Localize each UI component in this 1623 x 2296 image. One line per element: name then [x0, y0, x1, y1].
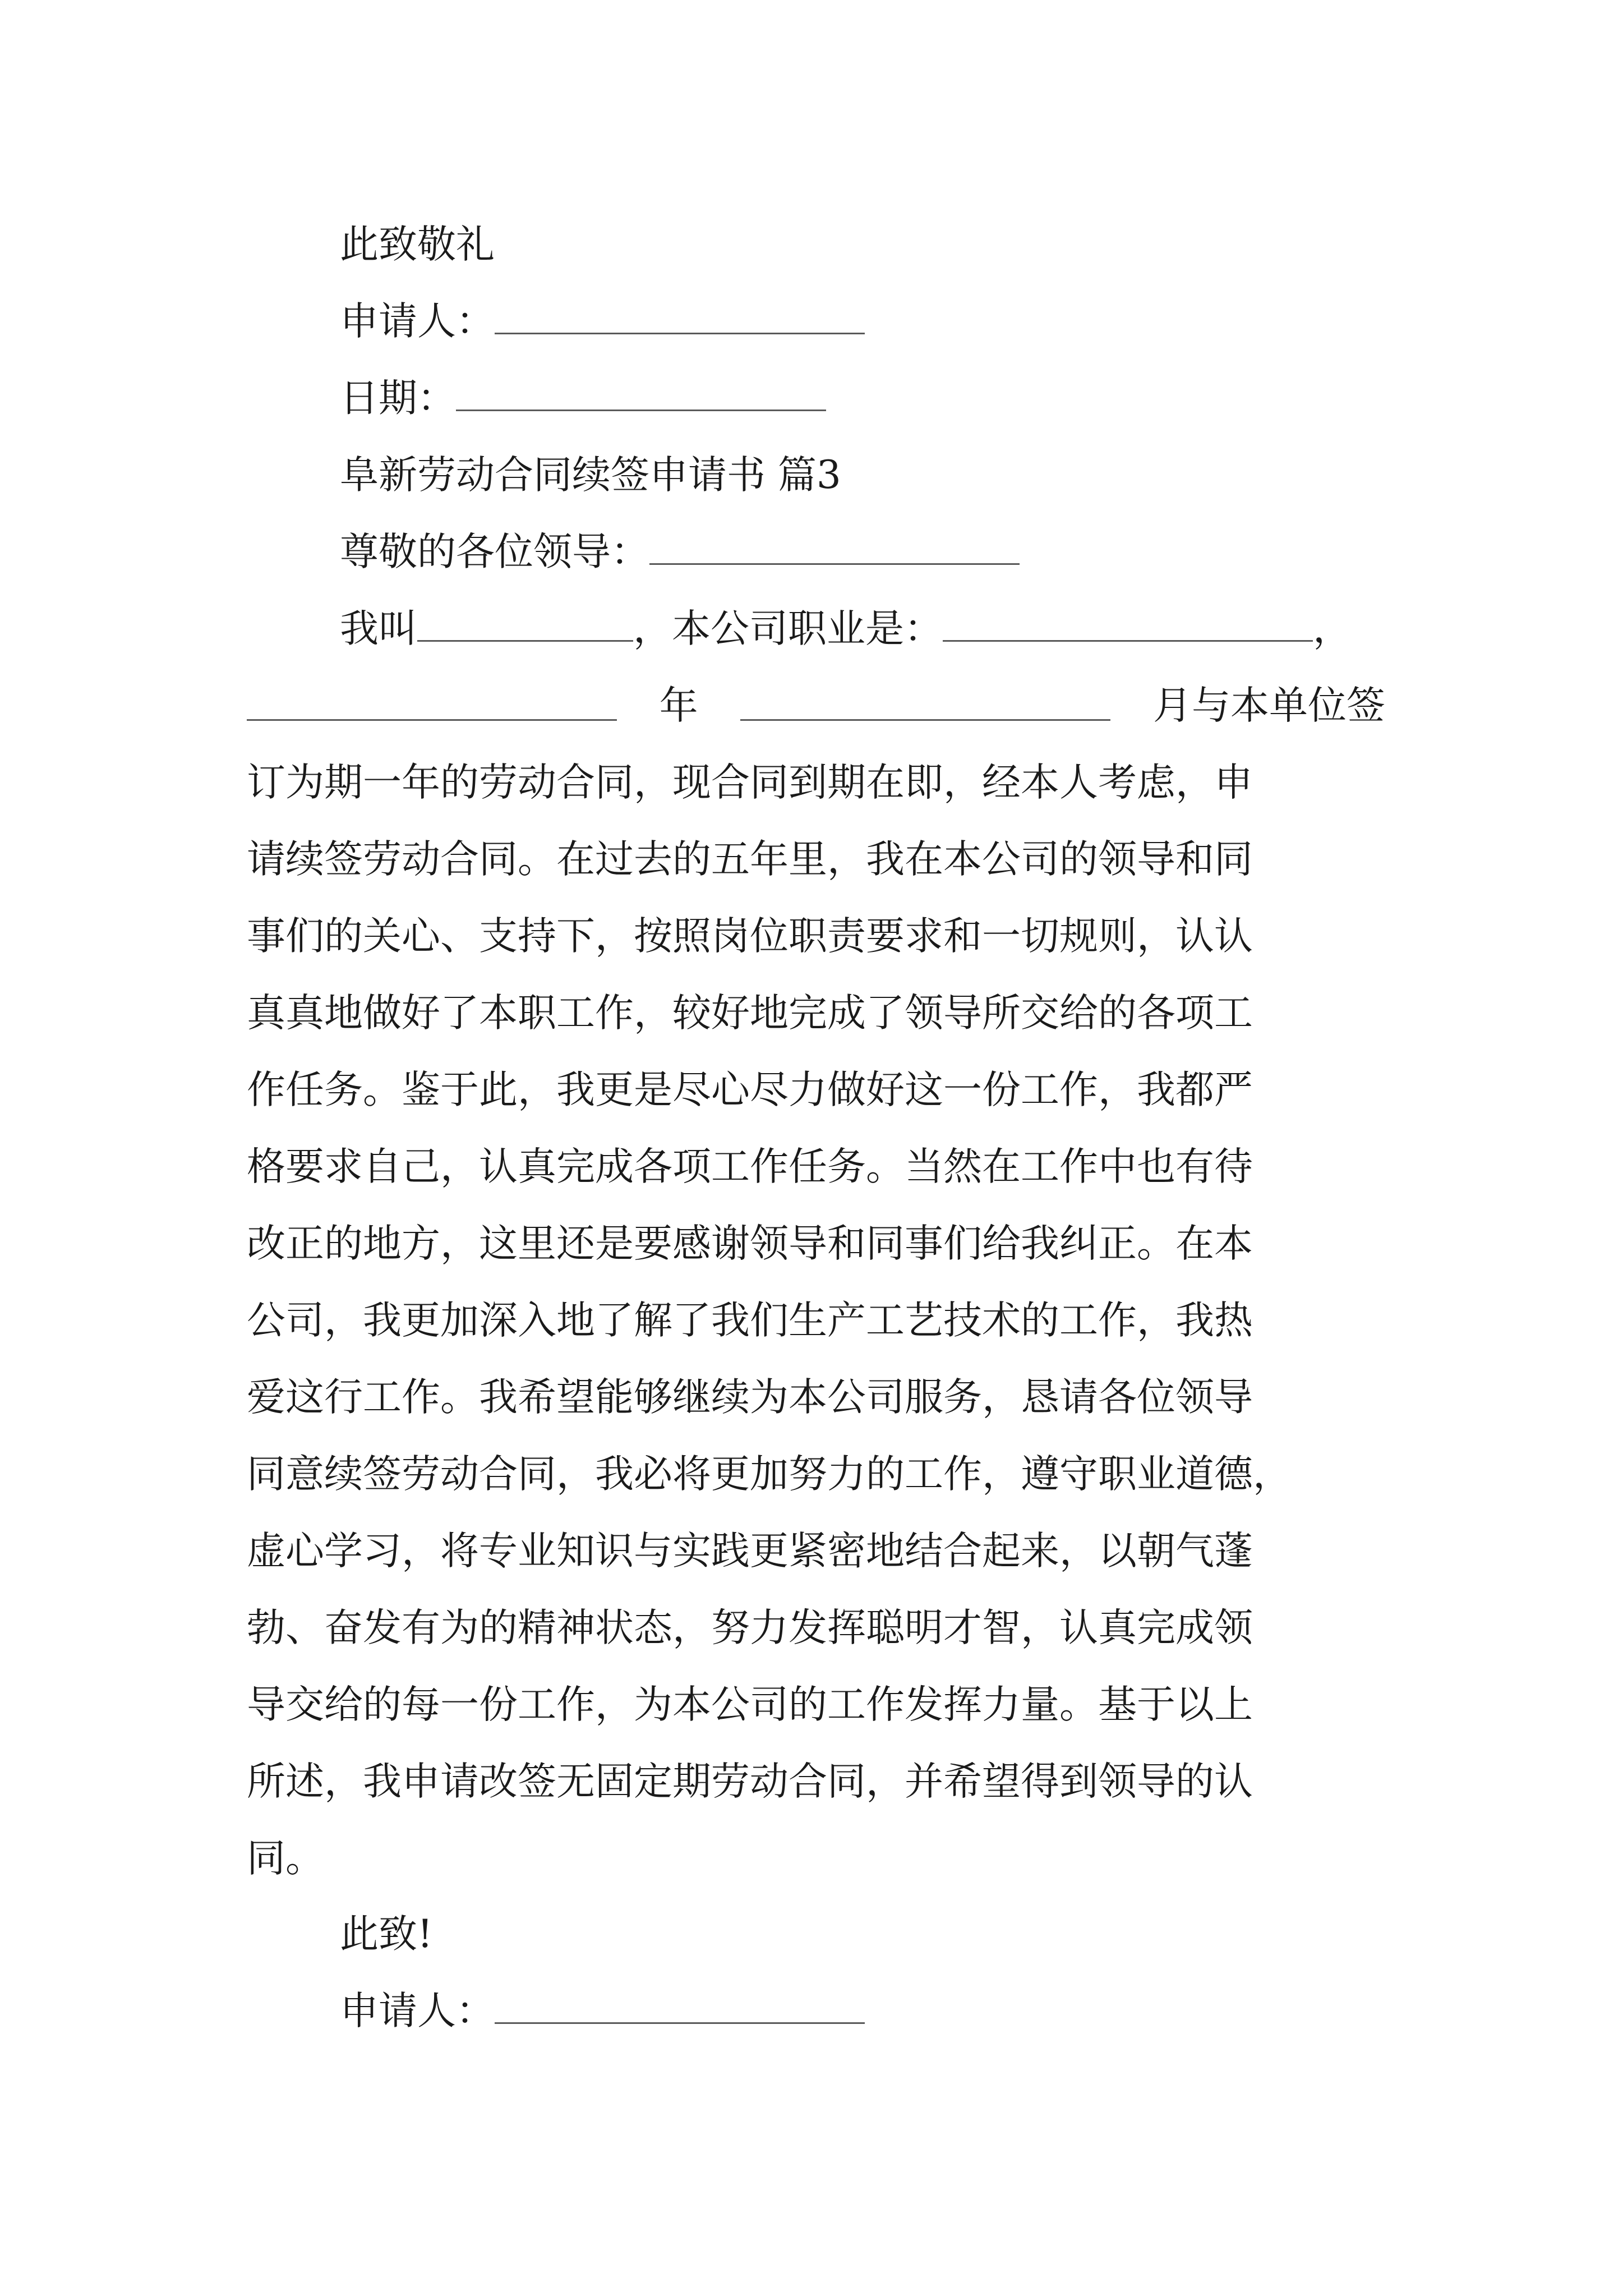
body-line: 作任务。鉴于此，我更是尽心尽力做好这一份工作，我都严 — [247, 1068, 1253, 1112]
body-line: 勃、奋发有为的精神状态，努力发挥聪明才智，认真完成领 — [247, 1605, 1253, 1650]
name-blank — [417, 639, 633, 642]
date-line — [340, 360, 1478, 436]
contract-date-line — [247, 668, 1385, 744]
salutation-line — [340, 514, 1478, 590]
applicant-blank-2 — [495, 2022, 865, 2024]
occupation-blank — [943, 639, 1313, 642]
date-label: 日期： — [340, 376, 456, 421]
body-line: 公司，我更加深入地了解了我们生产工艺技术的工作，我热 — [247, 1298, 1253, 1343]
section-title — [340, 437, 1478, 513]
closing-text-2: 此致! — [340, 1912, 433, 1957]
body-line: 虚心学习，将专业知识与实践更紧密地结合起来，以朝气蓬 — [247, 1529, 1253, 1573]
body-line: 所述，我申请改签无固定期劳动合同，并希望得到领导的认 — [247, 1759, 1253, 1804]
body-line: 改正的地方，这里还是要感谢领导和同事们给我纠正。在本 — [247, 1221, 1253, 1266]
closing-regards-text: 此致敬礼 — [340, 222, 495, 267]
body-line: 同。 — [247, 1836, 324, 1881]
salutation-text: 尊敬的各位领导： — [340, 530, 649, 574]
body-line: 爱这行工作。我希望能够继续为本公司服务，恳请各位领导 — [247, 1375, 1253, 1420]
body-line: 事们的关心、支持下，按照岗位职责要求和一切规则，认认 — [247, 914, 1253, 959]
closing-line-2 — [340, 1896, 1478, 1972]
body-line: 请续签劳动合同。在过去的五年里，我在本公司的领导和同 — [247, 837, 1253, 882]
applicant-label: 申请人： — [340, 299, 495, 344]
applicant-line-1 — [340, 283, 1478, 360]
body-line: 导交给的每一份工作，为本公司的工作发挥力量。基于以上 — [247, 1682, 1253, 1727]
date-blank — [456, 409, 826, 411]
body-line: 订为期一年的劳动合同，现合同到期在即，经本人考虑，申 — [247, 760, 1253, 805]
month-blank — [740, 719, 1110, 721]
body-line: 真真地做好了本职工作，较好地完成了领导所交给的各项工 — [247, 991, 1253, 1036]
year-blank — [247, 719, 617, 721]
intro-text-1: 我叫 — [340, 606, 417, 651]
applicant-label-2: 申请人： — [340, 1989, 495, 2033]
section-title-text: 阜新劳动合同续签申请书 篇3 — [340, 453, 841, 498]
salutation-blank — [649, 563, 1020, 565]
month-text: 月与本单位签 — [1152, 683, 1385, 728]
intro-text-3: ， — [1313, 606, 1352, 651]
year-label: 年 — [659, 683, 698, 728]
applicant-blank — [495, 332, 865, 334]
intro-text-2: ，本公司职业是： — [633, 606, 943, 651]
closing-regards — [340, 206, 1478, 283]
applicant-line-2 — [340, 1973, 1478, 2049]
body-line: 格要求自己，认真完成各项工作任务。当然在工作中也有待 — [247, 1144, 1253, 1189]
intro-line — [340, 591, 1385, 667]
body-line: 同意续签劳动合同，我必将更加努力的工作，遵守职业道德， — [247, 1452, 1292, 1497]
